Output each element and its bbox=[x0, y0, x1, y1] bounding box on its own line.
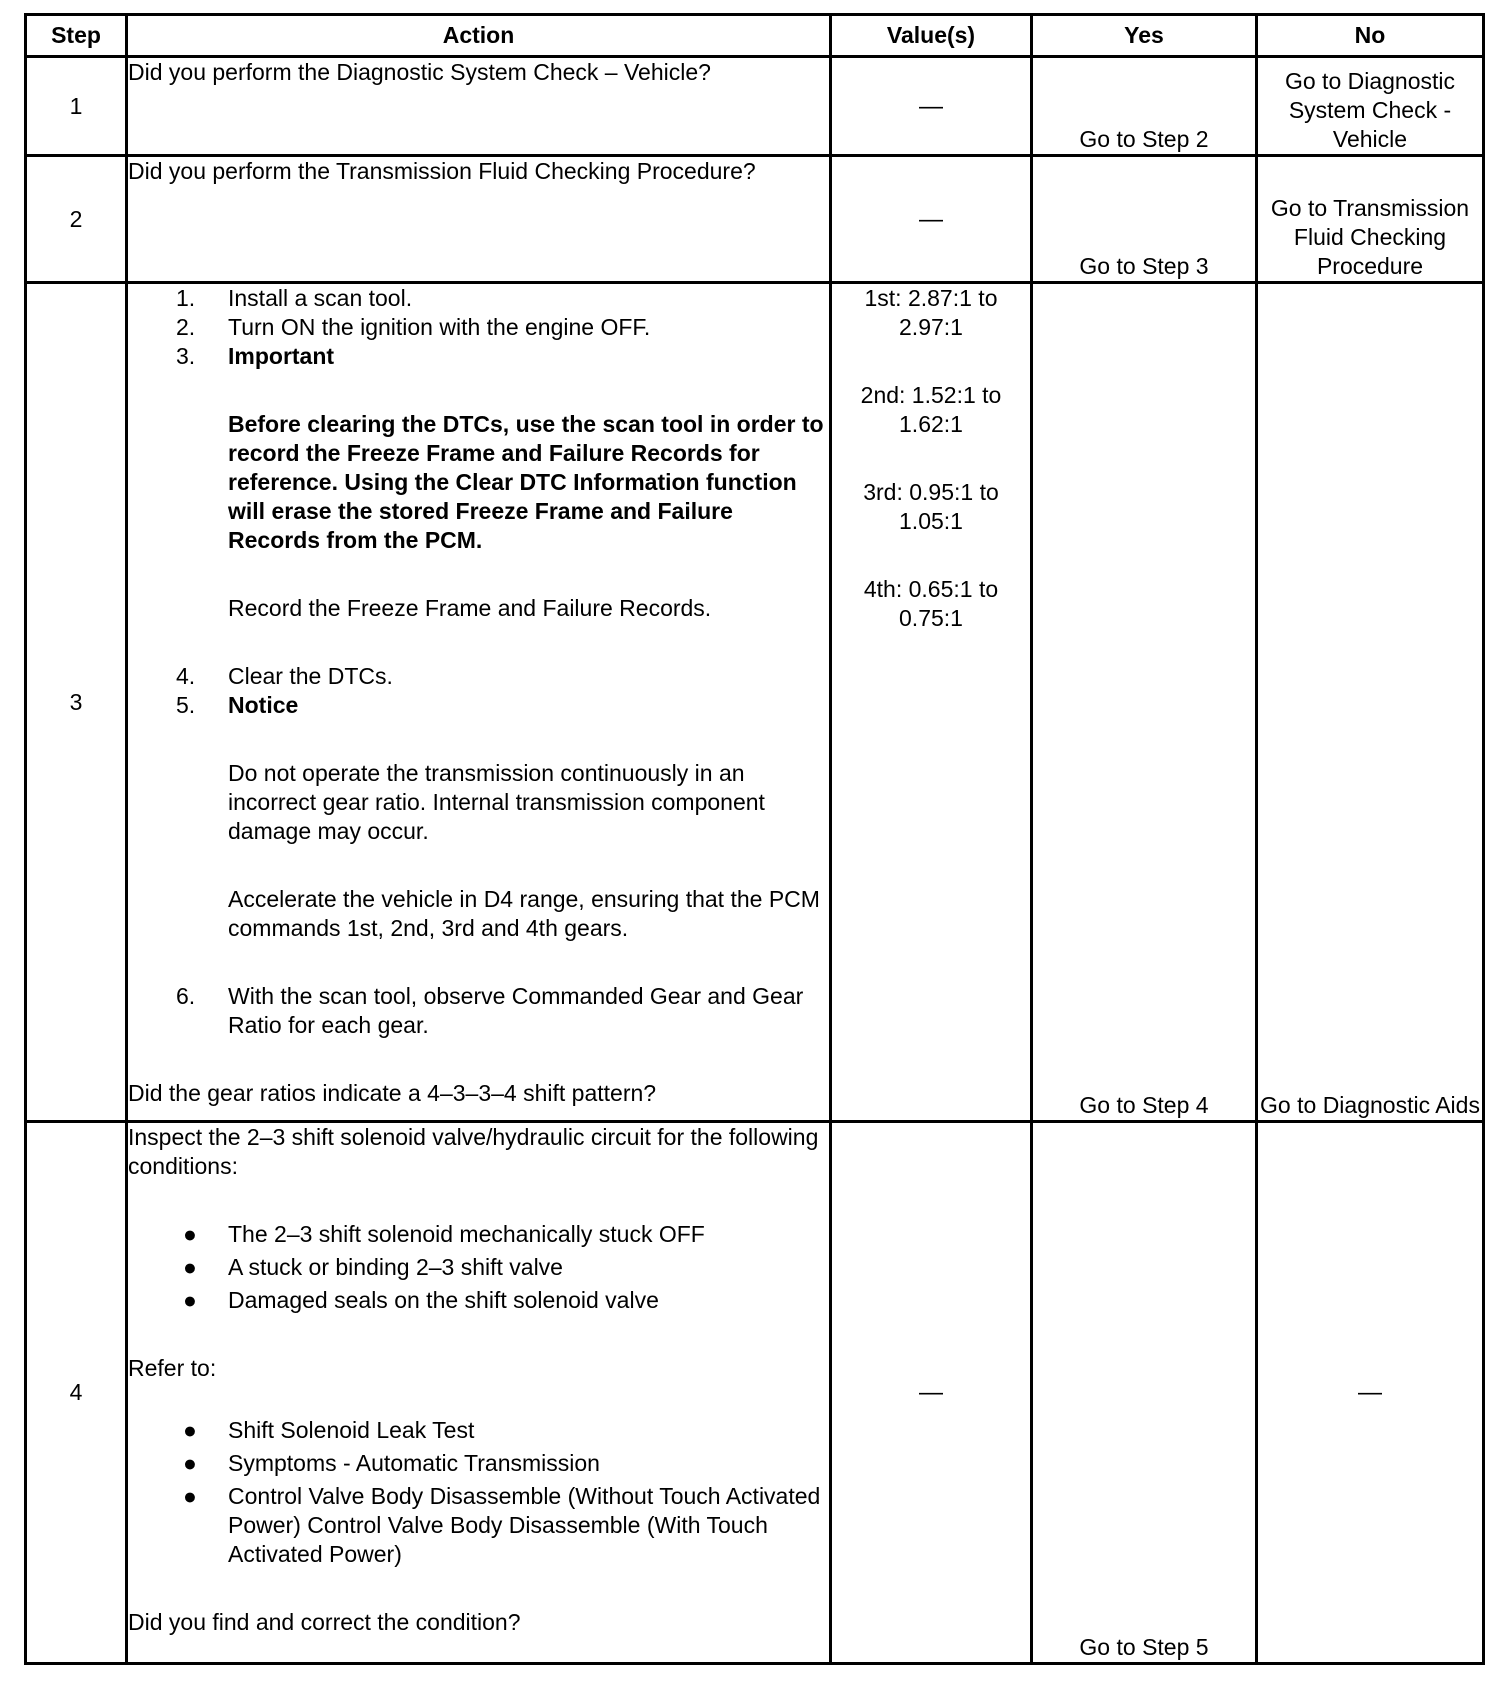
gear-ratio-1st: 1st: 2.87:1 to 2.97:1 bbox=[864, 285, 998, 340]
no-link[interactable]: Go to Transmission Fluid Checking Procedure bbox=[1270, 195, 1470, 279]
item-text: Turn ON the ignition with the engine OFF. bbox=[228, 314, 651, 340]
action-question: Did the gear ratios indicate a 4–3–3–4 shift pattern? bbox=[128, 1080, 657, 1106]
bullet-icon: ● bbox=[183, 1450, 197, 1476]
item-number: 1. bbox=[176, 285, 196, 311]
yes-cell bbox=[1032, 1122, 1257, 1664]
no-cell bbox=[1257, 283, 1484, 1122]
list-item bbox=[128, 284, 829, 313]
step-number: 2 bbox=[26, 156, 127, 283]
header-step: Step bbox=[26, 15, 127, 57]
yes-link[interactable]: Go to Step 2 bbox=[1079, 126, 1209, 152]
list-item bbox=[128, 1482, 829, 1569]
table-row-step-3 bbox=[26, 283, 1484, 1122]
list-item bbox=[128, 313, 829, 342]
condition-text: Damaged seals on the shift solenoid valve bbox=[228, 1287, 659, 1313]
action-cell bbox=[127, 283, 831, 1122]
yes-link[interactable]: Go to Step 5 bbox=[1079, 1634, 1209, 1660]
yes-cell bbox=[1032, 57, 1257, 156]
record-text: Record the Freeze Frame and Failure Records. bbox=[228, 595, 712, 621]
list-item bbox=[128, 1220, 829, 1249]
notice-heading: Notice bbox=[228, 692, 299, 718]
header-action: Action bbox=[127, 15, 831, 57]
item-number: 6. bbox=[176, 983, 196, 1009]
condition-text: The 2–3 shift solenoid mechanically stuck OFF bbox=[228, 1221, 705, 1247]
yes-link[interactable]: Go to Step 3 bbox=[1079, 253, 1209, 279]
values-cell bbox=[831, 283, 1032, 1122]
table-row-step-4 bbox=[26, 1122, 1484, 1664]
values-cell: — bbox=[831, 1122, 1032, 1664]
item-number: 5. bbox=[176, 692, 196, 718]
step-number: 1 bbox=[26, 57, 127, 156]
diagnostic-table bbox=[24, 13, 1485, 1665]
reference-link[interactable]: Shift Solenoid Leak Test bbox=[228, 1417, 475, 1443]
action-cell bbox=[127, 1122, 831, 1664]
important-heading: Important bbox=[228, 343, 335, 369]
item-number: 3. bbox=[176, 343, 196, 369]
list-item bbox=[128, 1449, 829, 1478]
gear-ratio-4th: 4th: 0.65:1 to 0.75:1 bbox=[863, 576, 999, 631]
action-question: Did you find and correct the condition? bbox=[128, 1609, 521, 1635]
item-number: 2. bbox=[176, 314, 196, 340]
step-number: 4 bbox=[26, 1122, 127, 1664]
table-row-step-2 bbox=[26, 156, 1484, 283]
bullet-icon: ● bbox=[183, 1221, 197, 1247]
action-cell bbox=[127, 57, 831, 156]
item-number: 4. bbox=[176, 663, 196, 689]
list-item bbox=[128, 691, 829, 720]
header-no: No bbox=[1257, 15, 1484, 57]
values-cell: — bbox=[831, 57, 1032, 156]
list-item bbox=[128, 1253, 829, 1282]
header-yes: Yes bbox=[1032, 15, 1257, 57]
table-row-step-1 bbox=[26, 57, 1484, 156]
action-cell bbox=[127, 156, 831, 283]
list-item bbox=[128, 662, 829, 691]
bullet-icon: ● bbox=[183, 1417, 197, 1443]
gear-ratio-3rd: 3rd: 0.95:1 to 1.05:1 bbox=[863, 479, 999, 534]
refer-label: Refer to: bbox=[128, 1355, 217, 1381]
list-item bbox=[128, 1416, 829, 1445]
action-question: Did you perform the Diagnostic System Check – Vehicle? bbox=[128, 59, 711, 85]
condition-text: A stuck or binding 2–3 shift valve bbox=[228, 1254, 563, 1280]
header-values: Value(s) bbox=[831, 15, 1032, 57]
reference-link[interactable]: Symptoms - Automatic Transmission bbox=[228, 1450, 600, 1476]
header-row bbox=[26, 15, 1484, 57]
values-cell: — bbox=[831, 156, 1032, 283]
inspect-intro: Inspect the 2–3 shift solenoid valve/hydraulic circuit for the following conditions: bbox=[128, 1124, 819, 1179]
gear-ratio-2nd: 2nd: 1.52:1 to 1.62:1 bbox=[860, 382, 1002, 437]
bullet-icon: ● bbox=[183, 1287, 197, 1313]
accelerate-text: Accelerate the vehicle in D4 range, ensuring that the PCM commands 1st, 2nd, 3rd and 4th gears. bbox=[228, 886, 820, 941]
no-cell bbox=[1257, 57, 1484, 156]
item-text: With the scan tool, observe Commanded Gear and Gear Ratio for each gear. bbox=[228, 983, 804, 1038]
yes-link[interactable]: Go to Step 4 bbox=[1079, 1092, 1209, 1118]
bullet-icon: ● bbox=[183, 1254, 197, 1280]
reference-link[interactable]: Control Valve Body Disassemble (Without Touch Activated Power) Control Valve Body Disassemble (With Touch Activated Power) bbox=[228, 1483, 821, 1567]
notice-text: Do not operate the transmission continuously in an incorrect gear ratio. Internal transmission component damage may occur. bbox=[228, 760, 765, 844]
list-item bbox=[128, 982, 829, 1040]
no-link[interactable]: Go to Diagnostic Aids bbox=[1260, 1092, 1480, 1118]
yes-cell bbox=[1032, 283, 1257, 1122]
no-link[interactable]: Go to Diagnostic System Check - Vehicle bbox=[1284, 68, 1456, 152]
no-cell bbox=[1257, 156, 1484, 283]
important-text: Before clearing the DTCs, use the scan tool in order to record the Freeze Frame and Failure Records for reference. Using the Clear DTC Information function will erase the stored Freeze Frame and Failure Records from the PCM. bbox=[228, 411, 824, 553]
yes-cell bbox=[1032, 156, 1257, 283]
item-text: Install a scan tool. bbox=[228, 285, 413, 311]
no-cell: — bbox=[1257, 1122, 1484, 1664]
list-item bbox=[128, 1286, 829, 1315]
item-text: Clear the DTCs. bbox=[228, 663, 393, 689]
action-question: Did you perform the Transmission Fluid Checking Procedure? bbox=[128, 158, 756, 184]
step-number: 3 bbox=[26, 283, 127, 1122]
bullet-icon: ● bbox=[183, 1483, 197, 1509]
list-item bbox=[128, 342, 829, 371]
